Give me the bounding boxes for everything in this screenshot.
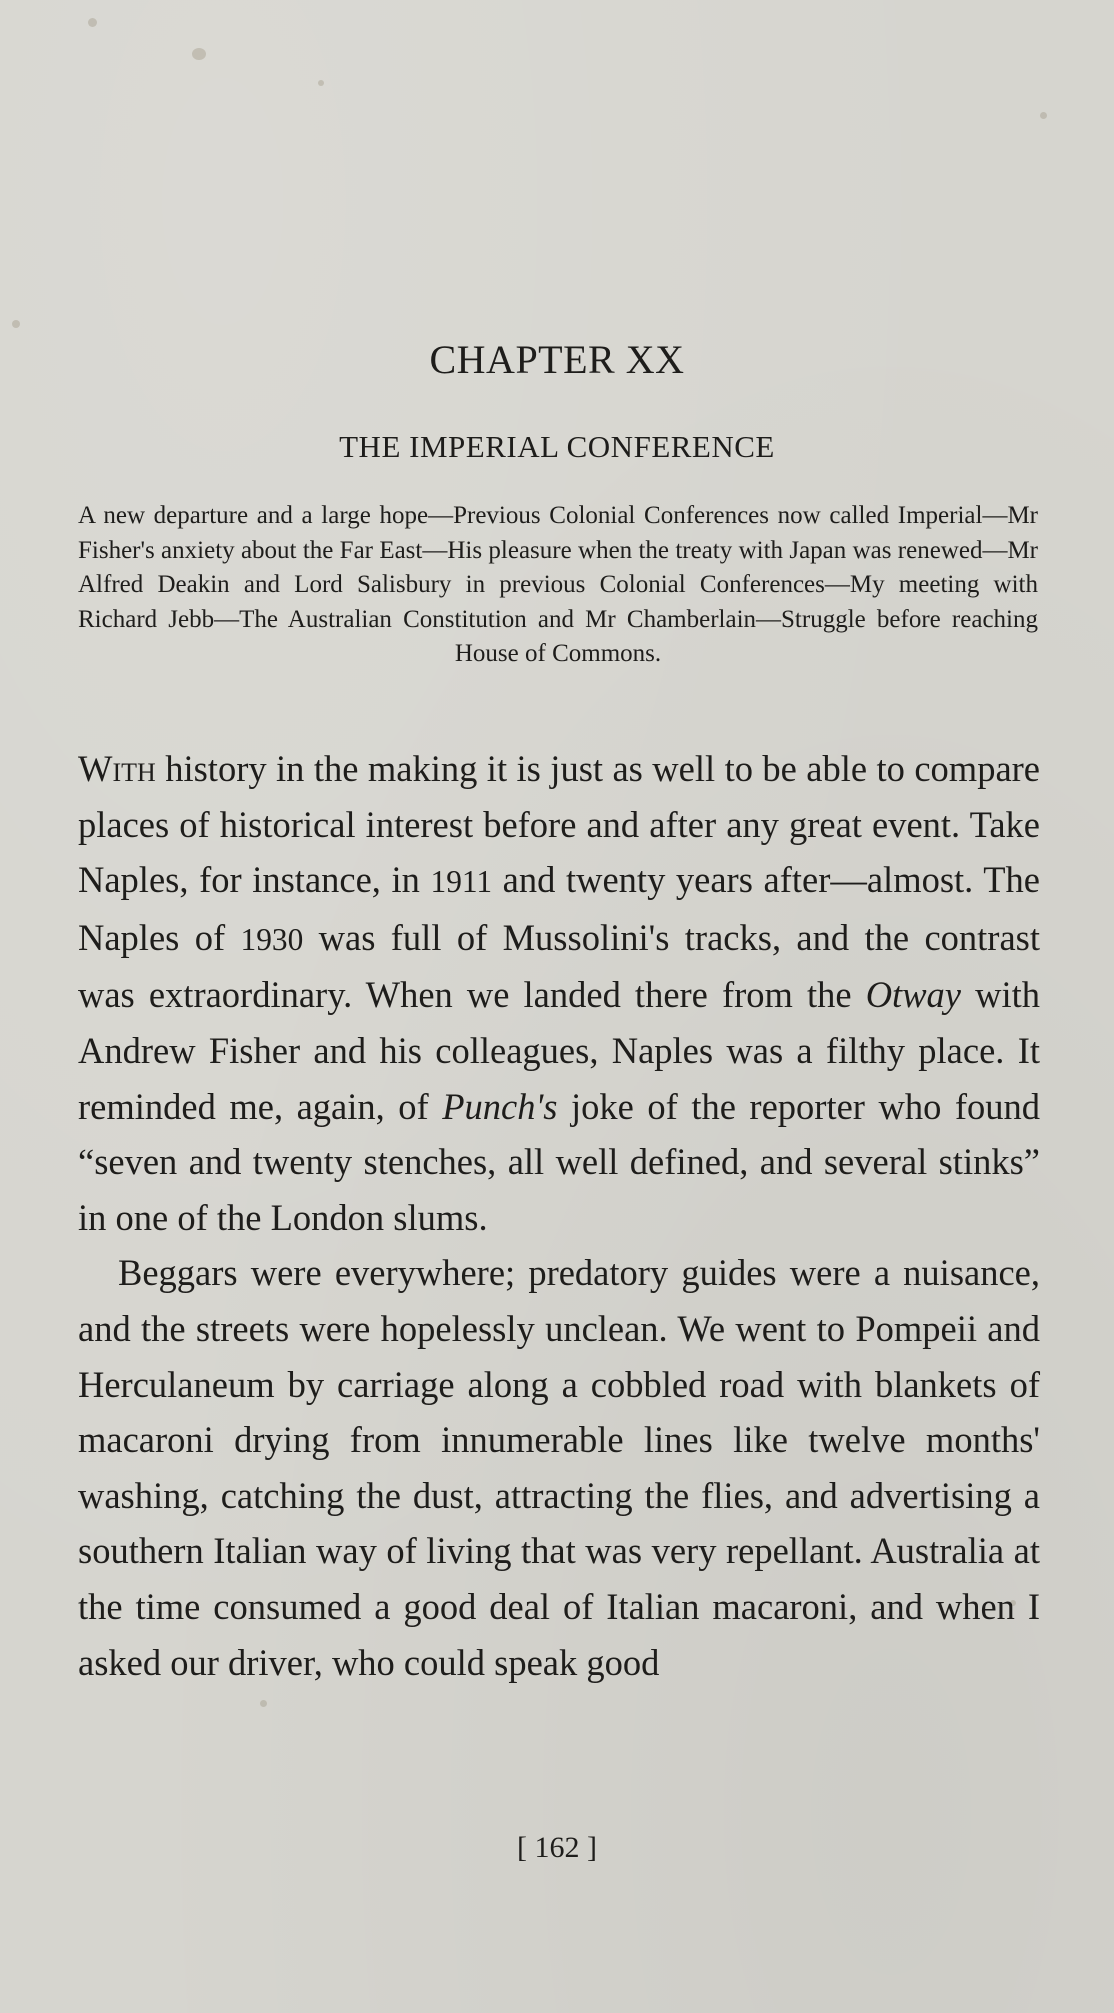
paper-speck (318, 80, 324, 86)
chapter-synopsis: A new departure and a large hope—Previous Colonial Conferences now called Imperial—Mr Fisher's anxiety about the Far East—His pleasure when the treaty with Japan was renewed—Mr Alfred Deakin and Lord Salisbury in previous Colonial Conferences—My meeting with Richard Jebb—The Australian Constitution and Mr Chamberlain—Struggle before reaching House of Commons. (78, 502, 1038, 668)
paper-speck (1040, 112, 1047, 119)
magazine-name: Punch's (442, 1085, 558, 1127)
paragraph-2: Beggars were everywhere; predatory guides were a nuisance, and the streets were hopelessly unclean. We went to Pompeii and Herculaneum by carriage along a cobbled road with blankets of macaroni drying from innumerable lines like twelve months' washing, catching the dust, attracting the flies, and advertising a southern Italian way of living that was very repellant. Australia at the time consumed a good deal of Italian macaroni, and when I asked our driver, who could speak good (78, 1252, 1040, 1683)
paragraph-1 (78, 741, 1040, 1245)
year-numeral: 1911 (430, 864, 493, 900)
body-text (78, 741, 1040, 1690)
paragraph-1-text: with Andrew Fisher and his colleagues, Naples was a filthy place. It reminded me, again, of (78, 974, 1040, 1127)
paper-speck (88, 18, 97, 27)
paragraph-1-text: joke of the reporter who found “seven and twenty stenches, all well defined, and several stinks” in one of the London slums. (78, 1085, 1040, 1238)
year-numeral: 1930 (240, 921, 304, 957)
chapter-title: THE IMPERIAL CONFERENCE (339, 429, 775, 464)
paper-speck (12, 320, 20, 328)
chapter-heading: CHAPTER XX (429, 337, 685, 382)
page-number: [ 162 ] (517, 1831, 597, 1864)
paragraph-1-text: was full of Mussolini's tracks, and the contrast was extraordinary. When we landed there from the (78, 916, 1041, 1016)
paper-speck (192, 48, 206, 60)
paragraph-1-text: history in the making it is just as well to be able to compare places of historical interest before and after any great event. Take Naples, for instance, in (78, 748, 1040, 901)
paragraph-1-text: and twenty years after—almost. The Naples of (78, 859, 1040, 958)
lead-in-word: With (78, 748, 156, 789)
ship-name: Otway (865, 974, 961, 1016)
paper-speck (260, 1700, 267, 1707)
